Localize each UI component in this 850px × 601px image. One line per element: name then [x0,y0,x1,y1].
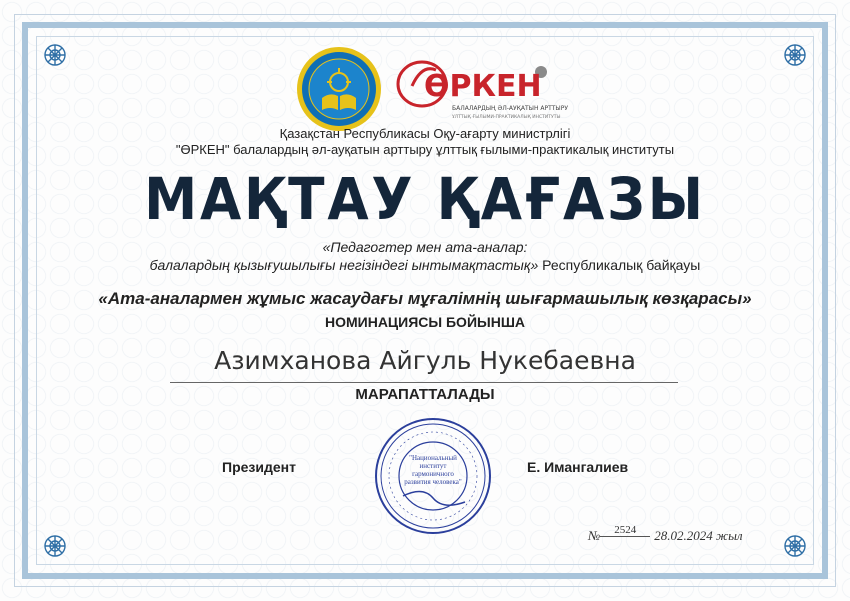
nomination-title: «Ата-аналармен жұмыс жасаудағы мұғалімнің шығармашылық көзқарасы» [98,289,752,308]
contest-suffix: Республикалық байқауы [538,257,701,273]
corner-flower-icon [783,43,807,67]
nomination-label: НОМИНАЦИЯСЫ БОЙЫНША [324,314,525,330]
number-value: 2524 [600,524,650,537]
ministry-name: Қазақстан Республикасы Оқу-ағарту министрлігі [279,126,571,141]
recipient-underline [170,382,678,383]
institute-name: "ӨРКЕН" балалардың әл-ауқатын арттыру ұлттық ғылыми-практикалық институты [175,142,675,157]
official-stamp [373,416,493,536]
contest-line-1: «Педагогтер мен ата-аналар: [322,239,528,255]
corner-flower-icon [43,43,67,67]
orken-logo [396,56,568,122]
orken-logo-sub1: БАЛАЛАРДЫҢ ӘЛ-АУҚАТЫН АРТТЫРУ [452,105,568,112]
ministry-emblem-icon [296,46,382,132]
document-number [588,524,743,544]
orken-logo-name: ӨРКЕН [424,69,542,104]
contest-name: балалардың қызығушылығы негізіндегі ынтымақтастық» [149,257,539,273]
number-prefix: № [588,528,601,543]
corner-flower-icon [43,534,67,558]
contest-line-2 [0,257,850,273]
signer-name: Е. Имангалиев [527,459,629,475]
signer-role: Президент [222,459,296,475]
orken-logo-sub2: ҰЛТТЫҚ ҒЫЛЫМИ-ПРАКТИКАЛЫҚ ИНСТИТУТЫ [452,115,561,120]
certificate-title: МАҚТАУ ҚАҒАЗЫ [144,165,706,233]
issue-date: 28.02.2024 жыл [654,528,743,543]
recipient-name: Азимханова Айгуль Нукебаевна [214,346,636,375]
corner-flower-icon [783,534,807,558]
awarded-label: МАРАПАТТАЛАДЫ [355,386,495,403]
stamp-center-text: "Национальный институт гармоничного развития человека" [404,454,462,486]
